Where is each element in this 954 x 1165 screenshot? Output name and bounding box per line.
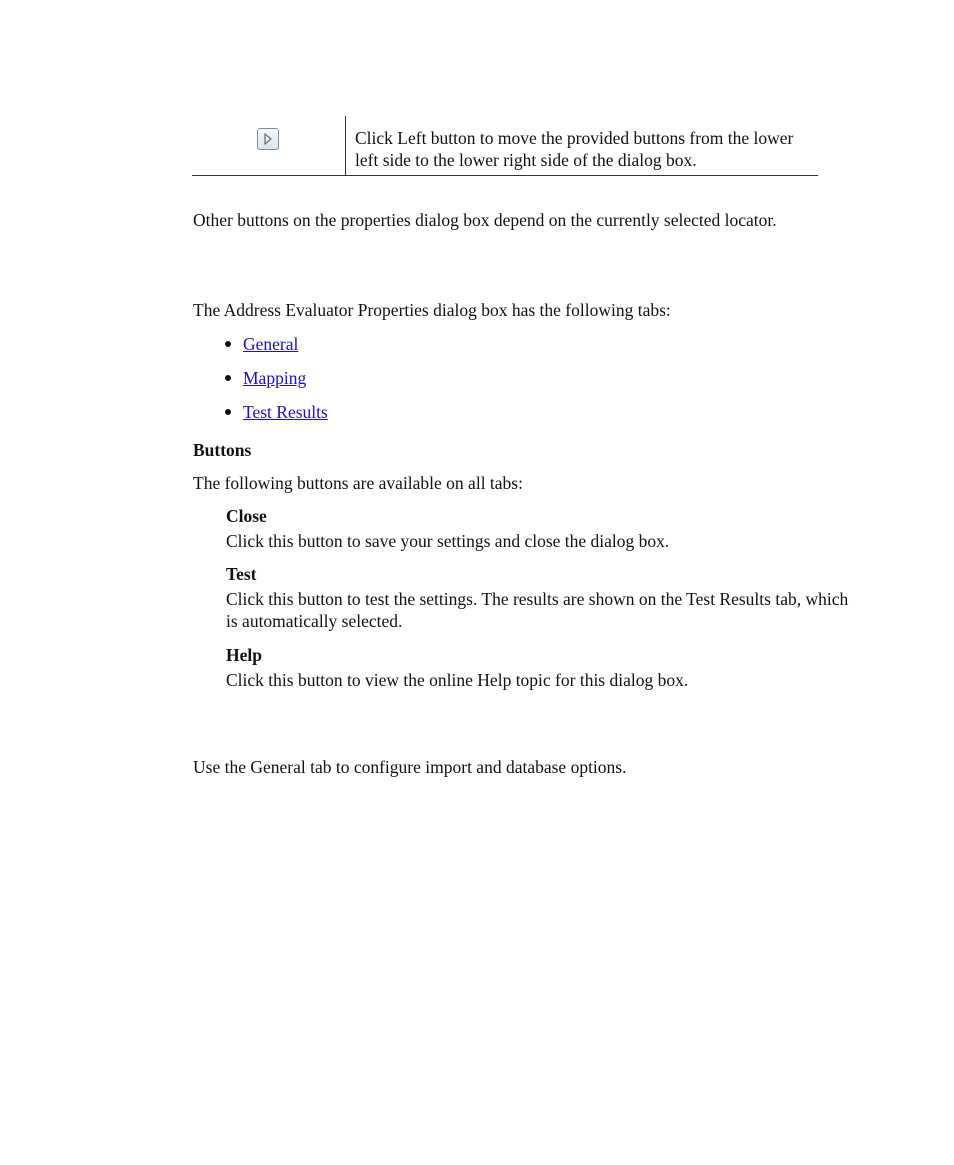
intro-paragraph: Other buttons on the properties dialog box depend on the currently selected locator. — [193, 210, 777, 230]
test-definition — [226, 563, 856, 632]
button-description-table — [192, 116, 818, 176]
bullet-icon — [225, 409, 231, 415]
bullet-icon — [225, 375, 231, 381]
tabs-intro-paragraph: The Address Evaluator Properties dialog box has the following tabs: — [193, 300, 671, 320]
mapping-tab-link[interactable]: Mapping — [243, 368, 307, 388]
help-description: Click this button to view the online Help topic for this dialog box. — [226, 670, 689, 690]
test-results-tab-link[interactable]: Test Results — [243, 402, 328, 422]
close-definition — [226, 505, 856, 552]
general-tab-link[interactable]: General — [243, 334, 299, 354]
test-term: Test — [226, 564, 257, 584]
general-tab-paragraph: Use the General tab to configure import and database options. — [193, 757, 627, 777]
list-item — [225, 333, 328, 367]
tab-link-list — [225, 333, 328, 435]
bullet-icon — [225, 341, 231, 347]
left-move-icon — [257, 128, 279, 150]
close-term: Close — [226, 506, 267, 526]
table-icon-cell — [192, 116, 346, 175]
buttons-intro-paragraph: The following buttons are available on all tabs: — [193, 473, 523, 493]
close-description: Click this button to save your settings and close the dialog box. — [226, 531, 670, 551]
table-description-cell: Click Left button to move the provided buttons from the lower left side to the lower right side of the dialog box. — [355, 128, 794, 170]
help-term: Help — [226, 645, 262, 665]
help-definition — [226, 644, 856, 691]
list-item — [225, 401, 328, 435]
test-description: Click this button to test the settings. The results are shown on the Test Results tab, which is automatically selected. — [226, 589, 849, 631]
list-item — [225, 367, 328, 401]
buttons-heading: Buttons — [193, 440, 252, 460]
